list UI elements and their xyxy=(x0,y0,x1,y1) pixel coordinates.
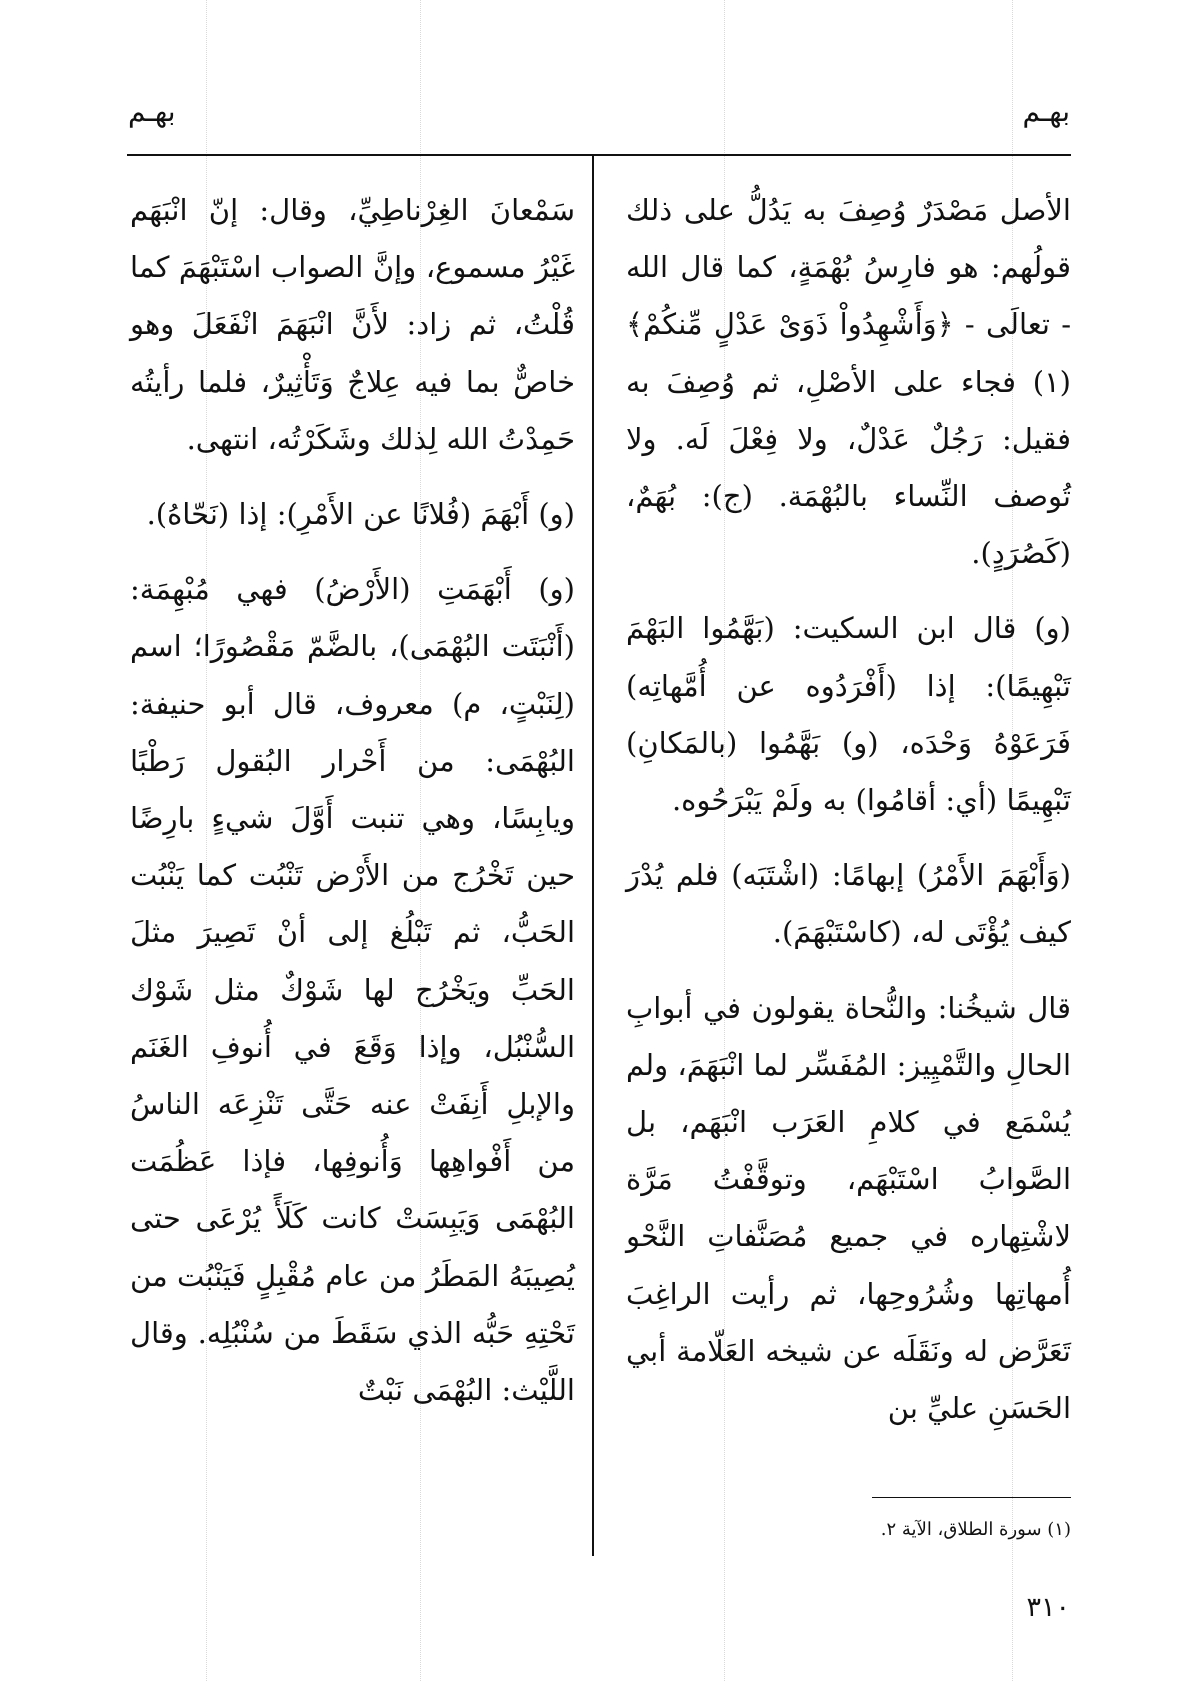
paragraph: قال شيخُنا: والنُّحاة يقولون في أبوابِ الحالِ والتَّمْيِيز: المُفَسِّر لما انْبَهَمَ، ولم يُسْمَع في كلامِ العَرَب انْبَهَم، بل الصَّوابُ اسْتَبْهَم، وتوقَّفْتُ مَرَّة لاشْتِهاره في جميع مُصَنَّفاتِ النَّحْو أُمهاتِها وشُرُوحِها، ثم رأيت الراغِبَ تَعَرَّض له ونَقَلَه عن شيخه العَلّامة أبي الحَسَنِ عليِّ بن xyxy=(626,990,1071,1426)
paragraph: (و) أَبْهَمَ (فُلانًا عن الأَمْرِ): إذا (نَحّاهُ). xyxy=(146,497,575,532)
footnote: (١) سورة الطلاق، الآية ٢. xyxy=(880,1519,1071,1540)
right-column xyxy=(626,182,1071,1437)
running-header-left: بهـم xyxy=(128,95,176,128)
paragraph: الأصل مَصْدَرٌ وُصِفَ به يَدُلُّ على ذلك قولُهم: هو فارِسُ بُهْمَةٍ، كما قال الله - تعالَى - ﴿وَأَشْهِدُواْ ذَوَىْ عَدْلٍ مِّنكُمْ﴾(١) فجاء على الأصْلِ، ثم وُصِفَ به فقيل: رَجُلٌ عَدْلٌ، ولا فِعْلَ لَه. ولا تُوصف النِّساء بالبُهْمَة. (ج): بُهَمٌ، (كَصُرَدٍ). xyxy=(626,193,1071,571)
running-header-right: بهـم xyxy=(1022,95,1070,128)
header-rule xyxy=(127,154,1071,156)
left-column xyxy=(130,182,575,1419)
paragraph: (وَأَبْهَمَ الأَمْرُ) إبهامًا: (اشْتَبَه) فلم يُدْرَ كيف يُؤْتَى له، (كاسْتَبْهَمَ). xyxy=(626,858,1071,950)
paragraph: سَمْعانَ الغِرْناطِيِّ، وقال: إنّ انْبَهَم غَيْرُ مسموع، وإنَّ الصواب اسْتَبْهَمَ كما قُلْتُ، ثم زاد: لأَنَّ انْبَهَمَ انْفَعَلَ وهو خاصٌّ بما فيه عِلاجٌ وَتَأْثِيرٌ، فلما رأيتُه حَمِدْتُ الله لِذلك وشَكَرْتُه، انتهى. xyxy=(130,193,575,456)
paragraph: (و) قال ابن السكيت: (بَهَّمُوا البَهْمَ تَبْهِيمًا): إذا (أَفْرَدُوه عن أُمَّهاتِه) فَرَعَوْهُ وَحْدَه، (و) بَهَّمُوا (بالمَكانِ) تَبْهِيمًا (أي: أقامُوا) به ولَمْ يَبْرَحُوه. xyxy=(626,611,1071,818)
page-number: ٣١٠ xyxy=(1026,1592,1070,1623)
paragraph: (و) أَبْهَمَتِ (الأَرْضُ) فهي مُبْهِمَة: (أَنْبَتَت البُهْمَى)، بالضَّمّ مَقْصُورًا؛ اسم (لِنَبْتٍ، م) معروف، قال أبو حنيفة: البُهْمَى: من أَحْرار البُقول رَطْبًا ويابِسًا، وهي تنبت أَوَّلَ شيءٍ بارِضًا حين تَخْرُج من الأَرْض تَنْبُت كما يَنْبُت الحَبُّ، ثم تَبْلُغ إلى أنْ تَصِيرَ مثلَ الحَبِّ ويَخْرُج لها شَوْكٌ مثل شَوْك السُّنْبُل، وإذا وَقَعَ في أُنوفِ الغَنَم والإبلِ أَنِفَتْ عنه حَتَّى تَنْزِعَه الناسُ من أَفْواهِها وَأُنوفِها، فإذا عَظُمَت البُهْمَى وَيَبِسَتْ كانت كَلَأً يُرْعَى حتى يُصِيبَهُ المَطَرُ من عام مُقْبِلٍ فَيَنْبُت من تَحْتِهِ حَبُّه الذي سَقَطَ من سُنْبُلِه. وقال اللَّيْث: البُهْمَى نَبْتٌ xyxy=(130,572,575,1408)
footnote-rule xyxy=(872,1497,1071,1498)
column-divider xyxy=(592,154,594,1556)
